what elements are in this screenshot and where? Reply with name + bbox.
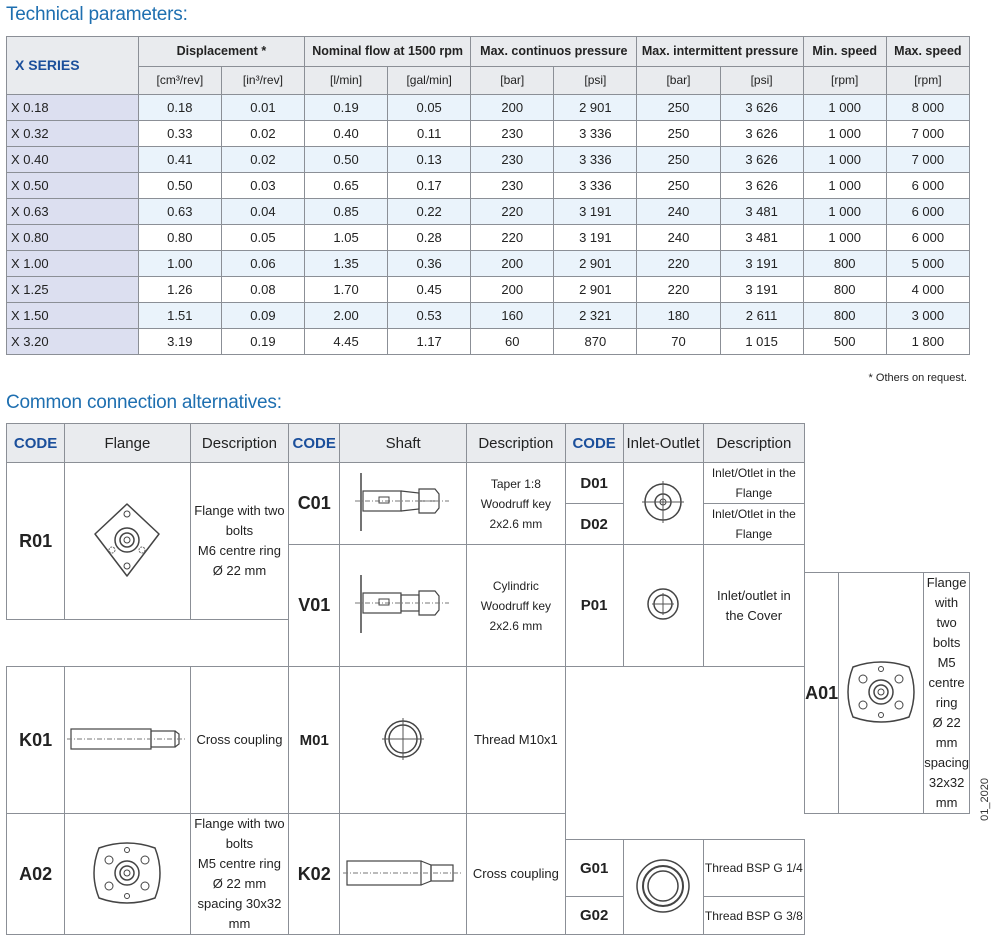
shaft-desc-v01: Cylindric Woodruff key 2x2.6 mm: [467, 545, 565, 667]
io-desc-d02: Inlet/Otlet in the Flange: [703, 504, 805, 545]
model-name: X 0.18: [7, 95, 139, 121]
cell: 200: [471, 251, 554, 277]
io-desc-p01: Inlet/outlet in the Cover: [703, 545, 805, 667]
io-image-g: [623, 840, 703, 935]
cell: 1.70: [304, 277, 387, 303]
cell: 0.03: [221, 173, 304, 199]
cell: 1.51: [138, 303, 221, 329]
cell: 2 901: [554, 251, 637, 277]
cell: 3 626: [720, 95, 803, 121]
conn-header-0: CODE: [7, 424, 65, 463]
conn-header-7: Inlet-Outlet: [623, 424, 703, 463]
cell: 250: [637, 147, 720, 173]
cell: 230: [471, 121, 554, 147]
cell: 250: [637, 95, 720, 121]
cell: 0.19: [221, 329, 304, 355]
unit-7: [psi]: [720, 67, 803, 95]
flange-desc-r01: Flange with two bolts M6 centre ring Ø 22 mm: [190, 463, 289, 620]
cell: 3 336: [554, 147, 637, 173]
cell: 230: [471, 147, 554, 173]
io-code-g01: G01: [565, 840, 623, 897]
shaft-code-c01: C01: [289, 463, 340, 545]
cell: 870: [554, 329, 637, 355]
port-circle-icon: [638, 477, 688, 527]
cell: 2 611: [720, 303, 803, 329]
flange-code-r01: R01: [7, 463, 65, 620]
model-name: X 0.32: [7, 121, 139, 147]
unit-1: [in³/rev]: [221, 67, 304, 95]
table-row: [7, 173, 970, 199]
cell: 220: [637, 277, 720, 303]
io-desc-m01: Thread M10x1: [467, 667, 565, 814]
cell: 2 901: [554, 277, 637, 303]
conn-header-4: Shaft: [340, 424, 467, 463]
cell: 3.19: [138, 329, 221, 355]
io-image-m01: [340, 667, 467, 814]
cell: 3 191: [554, 225, 637, 251]
cell: 3 191: [720, 251, 803, 277]
cell: 180: [637, 303, 720, 329]
cell: 1.17: [388, 329, 471, 355]
flange-round-icon-2: [85, 836, 169, 910]
conn-title: Common connection alternatives:: [6, 392, 282, 413]
flange-code-a01: A01: [805, 573, 839, 814]
cell: 0.65: [304, 173, 387, 199]
cell: 0.08: [221, 277, 304, 303]
cell: 0.53: [388, 303, 471, 329]
cell: 220: [471, 199, 554, 225]
cell: 0.02: [221, 121, 304, 147]
io-image-d: [623, 463, 703, 545]
cell: 1.05: [304, 225, 387, 251]
cell: 0.01: [221, 95, 304, 121]
io-image-p01: [623, 545, 703, 667]
cell: 3 481: [720, 225, 803, 251]
shaft-desc-k01: Cross coupling: [190, 667, 289, 814]
cell: 1 000: [803, 225, 886, 251]
cell: 0.04: [221, 199, 304, 225]
conn-header-5: Description: [467, 424, 565, 463]
cell: 800: [803, 277, 886, 303]
cell: 0.17: [388, 173, 471, 199]
table-row: [7, 277, 970, 303]
cell: 3 626: [720, 147, 803, 173]
cell: 1.00: [138, 251, 221, 277]
conn-header-2: Description: [190, 424, 289, 463]
cell: 1 000: [803, 199, 886, 225]
unit-6: [bar]: [637, 67, 720, 95]
conn-header-8: Description: [703, 424, 805, 463]
io-desc-g02: Thread BSP G 3/8: [703, 897, 805, 935]
max-header: Max. speed: [886, 37, 969, 67]
conn-header-6: CODE: [565, 424, 623, 463]
model-name: X 0.40: [7, 147, 139, 173]
cell: 0.28: [388, 225, 471, 251]
cell: 60: [471, 329, 554, 355]
cont-header: Max. continuos pressure: [471, 37, 637, 67]
cell: 1.26: [138, 277, 221, 303]
cell: 0.19: [304, 95, 387, 121]
cell: 1.35: [304, 251, 387, 277]
shaft-image-k02: [340, 814, 467, 935]
cell: 1 000: [803, 173, 886, 199]
shaft-image-k01: [65, 667, 190, 814]
conn-header-1: Flange: [65, 424, 190, 463]
cell: 0.40: [304, 121, 387, 147]
cell: 240: [637, 199, 720, 225]
flange-image-a01: [839, 573, 924, 814]
cross-shaft-icon: [67, 719, 187, 759]
footnote: * Others on request.: [868, 372, 967, 384]
model-name: X 0.63: [7, 199, 139, 225]
cell: 7 000: [886, 121, 969, 147]
model-name: X 1.00: [7, 251, 139, 277]
cell: 0.85: [304, 199, 387, 225]
cell: 0.41: [138, 147, 221, 173]
conn-header-3: CODE: [289, 424, 340, 463]
io-desc-d01: Inlet/Otlet in the Flange: [703, 463, 805, 504]
flange-code-a02: A02: [7, 814, 65, 935]
cell: 6 000: [886, 225, 969, 251]
cell: 0.33: [138, 121, 221, 147]
cell: 2 901: [554, 95, 637, 121]
table-row: [7, 199, 970, 225]
table-row: [7, 147, 970, 173]
taper-shaft-icon: [353, 469, 453, 535]
model-name: X 0.50: [7, 173, 139, 199]
cell: 0.11: [388, 121, 471, 147]
cell: 2 321: [554, 303, 637, 329]
flange-desc-a01: Flange with two bolts M5 centre ring Ø 22 mm spacing 32x32 mm: [924, 573, 970, 814]
flange-desc-a02: Flange with two bolts M5 centre ring Ø 22 mm spacing 30x32 mm: [190, 814, 289, 935]
table-row: [7, 329, 970, 355]
cell: 800: [803, 303, 886, 329]
cell: 200: [471, 277, 554, 303]
model-name: X 3.20: [7, 329, 139, 355]
cell: 0.02: [221, 147, 304, 173]
shaft-image-c01: [340, 463, 467, 545]
cell: 6 000: [886, 173, 969, 199]
flange-diamond-icon: [87, 500, 167, 580]
io-code-d01: D01: [565, 463, 623, 504]
cell: 250: [637, 173, 720, 199]
shaft-code-k02: K02: [289, 814, 340, 935]
cell: 200: [471, 95, 554, 121]
flange-image-r01: [65, 463, 190, 620]
cell: 0.05: [388, 95, 471, 121]
cylindric-shaft-icon: [353, 571, 453, 637]
unit-9: [rpm]: [886, 67, 969, 95]
cell: 3 191: [720, 277, 803, 303]
shaft-desc-k02: Cross coupling: [467, 814, 565, 935]
table-row: [7, 95, 970, 121]
cell: 3 336: [554, 121, 637, 147]
cell: 3 336: [554, 173, 637, 199]
cross-shaft-icon-2: [343, 853, 463, 893]
tech-title: Technical parameters:: [6, 4, 188, 25]
io-code-g02: G02: [565, 897, 623, 935]
unit-3: [gal/min]: [388, 67, 471, 95]
model-name: X 1.50: [7, 303, 139, 329]
cell: 3 481: [720, 199, 803, 225]
cell: 160: [471, 303, 554, 329]
unit-4: [bar]: [471, 67, 554, 95]
cell: 0.80: [138, 225, 221, 251]
cell: 800: [803, 251, 886, 277]
shaft-image-v01: [340, 545, 467, 667]
cell: 4 000: [886, 277, 969, 303]
cell: 220: [471, 225, 554, 251]
cell: 7 000: [886, 147, 969, 173]
cell: 0.50: [138, 173, 221, 199]
flange-round-icon: [839, 655, 923, 729]
table-row: [7, 303, 970, 329]
model-name: X 0.80: [7, 225, 139, 251]
cell: 8 000: [886, 95, 969, 121]
unit-5: [psi]: [554, 67, 637, 95]
cell: 1 800: [886, 329, 969, 355]
series-header: X SERIES: [7, 37, 139, 95]
flow-header: Nominal flow at 1500 rpm: [304, 37, 470, 67]
cell: 3 626: [720, 121, 803, 147]
model-name: X 1.25: [7, 277, 139, 303]
cell: 0.45: [388, 277, 471, 303]
cell: 6 000: [886, 199, 969, 225]
doc-code: 01_2020: [979, 778, 991, 821]
cell: 70: [637, 329, 720, 355]
unit-0: [cm³/rev]: [138, 67, 221, 95]
cell: 1 000: [803, 95, 886, 121]
cell: 0.18: [138, 95, 221, 121]
table-row: [7, 225, 970, 251]
cell: 3 000: [886, 303, 969, 329]
cell: 2.00: [304, 303, 387, 329]
connection-table: [6, 423, 970, 935]
cell: 1 000: [803, 121, 886, 147]
cell: 0.13: [388, 147, 471, 173]
min-header: Min. speed: [803, 37, 886, 67]
cell: 220: [637, 251, 720, 277]
inter-header: Max. intermittent pressure: [637, 37, 803, 67]
cell: 1 000: [803, 147, 886, 173]
table-row: [7, 121, 970, 147]
tech-params-table: [6, 36, 970, 355]
shaft-code-k01: K01: [7, 667, 65, 814]
cell: 240: [637, 225, 720, 251]
disp-header: Displacement *: [138, 37, 304, 67]
table-row: [7, 251, 970, 277]
cell: 5 000: [886, 251, 969, 277]
cell: 0.22: [388, 199, 471, 225]
shaft-code-v01: V01: [289, 545, 340, 667]
flange-image-a02: [65, 814, 190, 935]
unit-2: [l/min]: [304, 67, 387, 95]
cell: 250: [637, 121, 720, 147]
cell: 4.45: [304, 329, 387, 355]
cell: 3 626: [720, 173, 803, 199]
cell: 3 191: [554, 199, 637, 225]
cell: 230: [471, 173, 554, 199]
cell: 0.06: [221, 251, 304, 277]
unit-8: [rpm]: [803, 67, 886, 95]
cell: 0.63: [138, 199, 221, 225]
cell: 1 015: [720, 329, 803, 355]
cell: 500: [803, 329, 886, 355]
thread-m10-icon: [378, 714, 428, 764]
thread-bsp-icon: [633, 856, 693, 916]
io-code-d02: D02: [565, 504, 623, 545]
shaft-desc-c01: Taper 1:8 Woodruff key 2x2.6 mm: [467, 463, 565, 545]
io-desc-g01: Thread BSP G 1/4: [703, 840, 805, 897]
cell: 0.09: [221, 303, 304, 329]
io-code-m01: M01: [289, 667, 340, 814]
cell: 0.36: [388, 251, 471, 277]
cover-port-icon: [638, 579, 688, 629]
cell: 0.05: [221, 225, 304, 251]
io-code-p01: P01: [565, 545, 623, 667]
cell: 0.50: [304, 147, 387, 173]
